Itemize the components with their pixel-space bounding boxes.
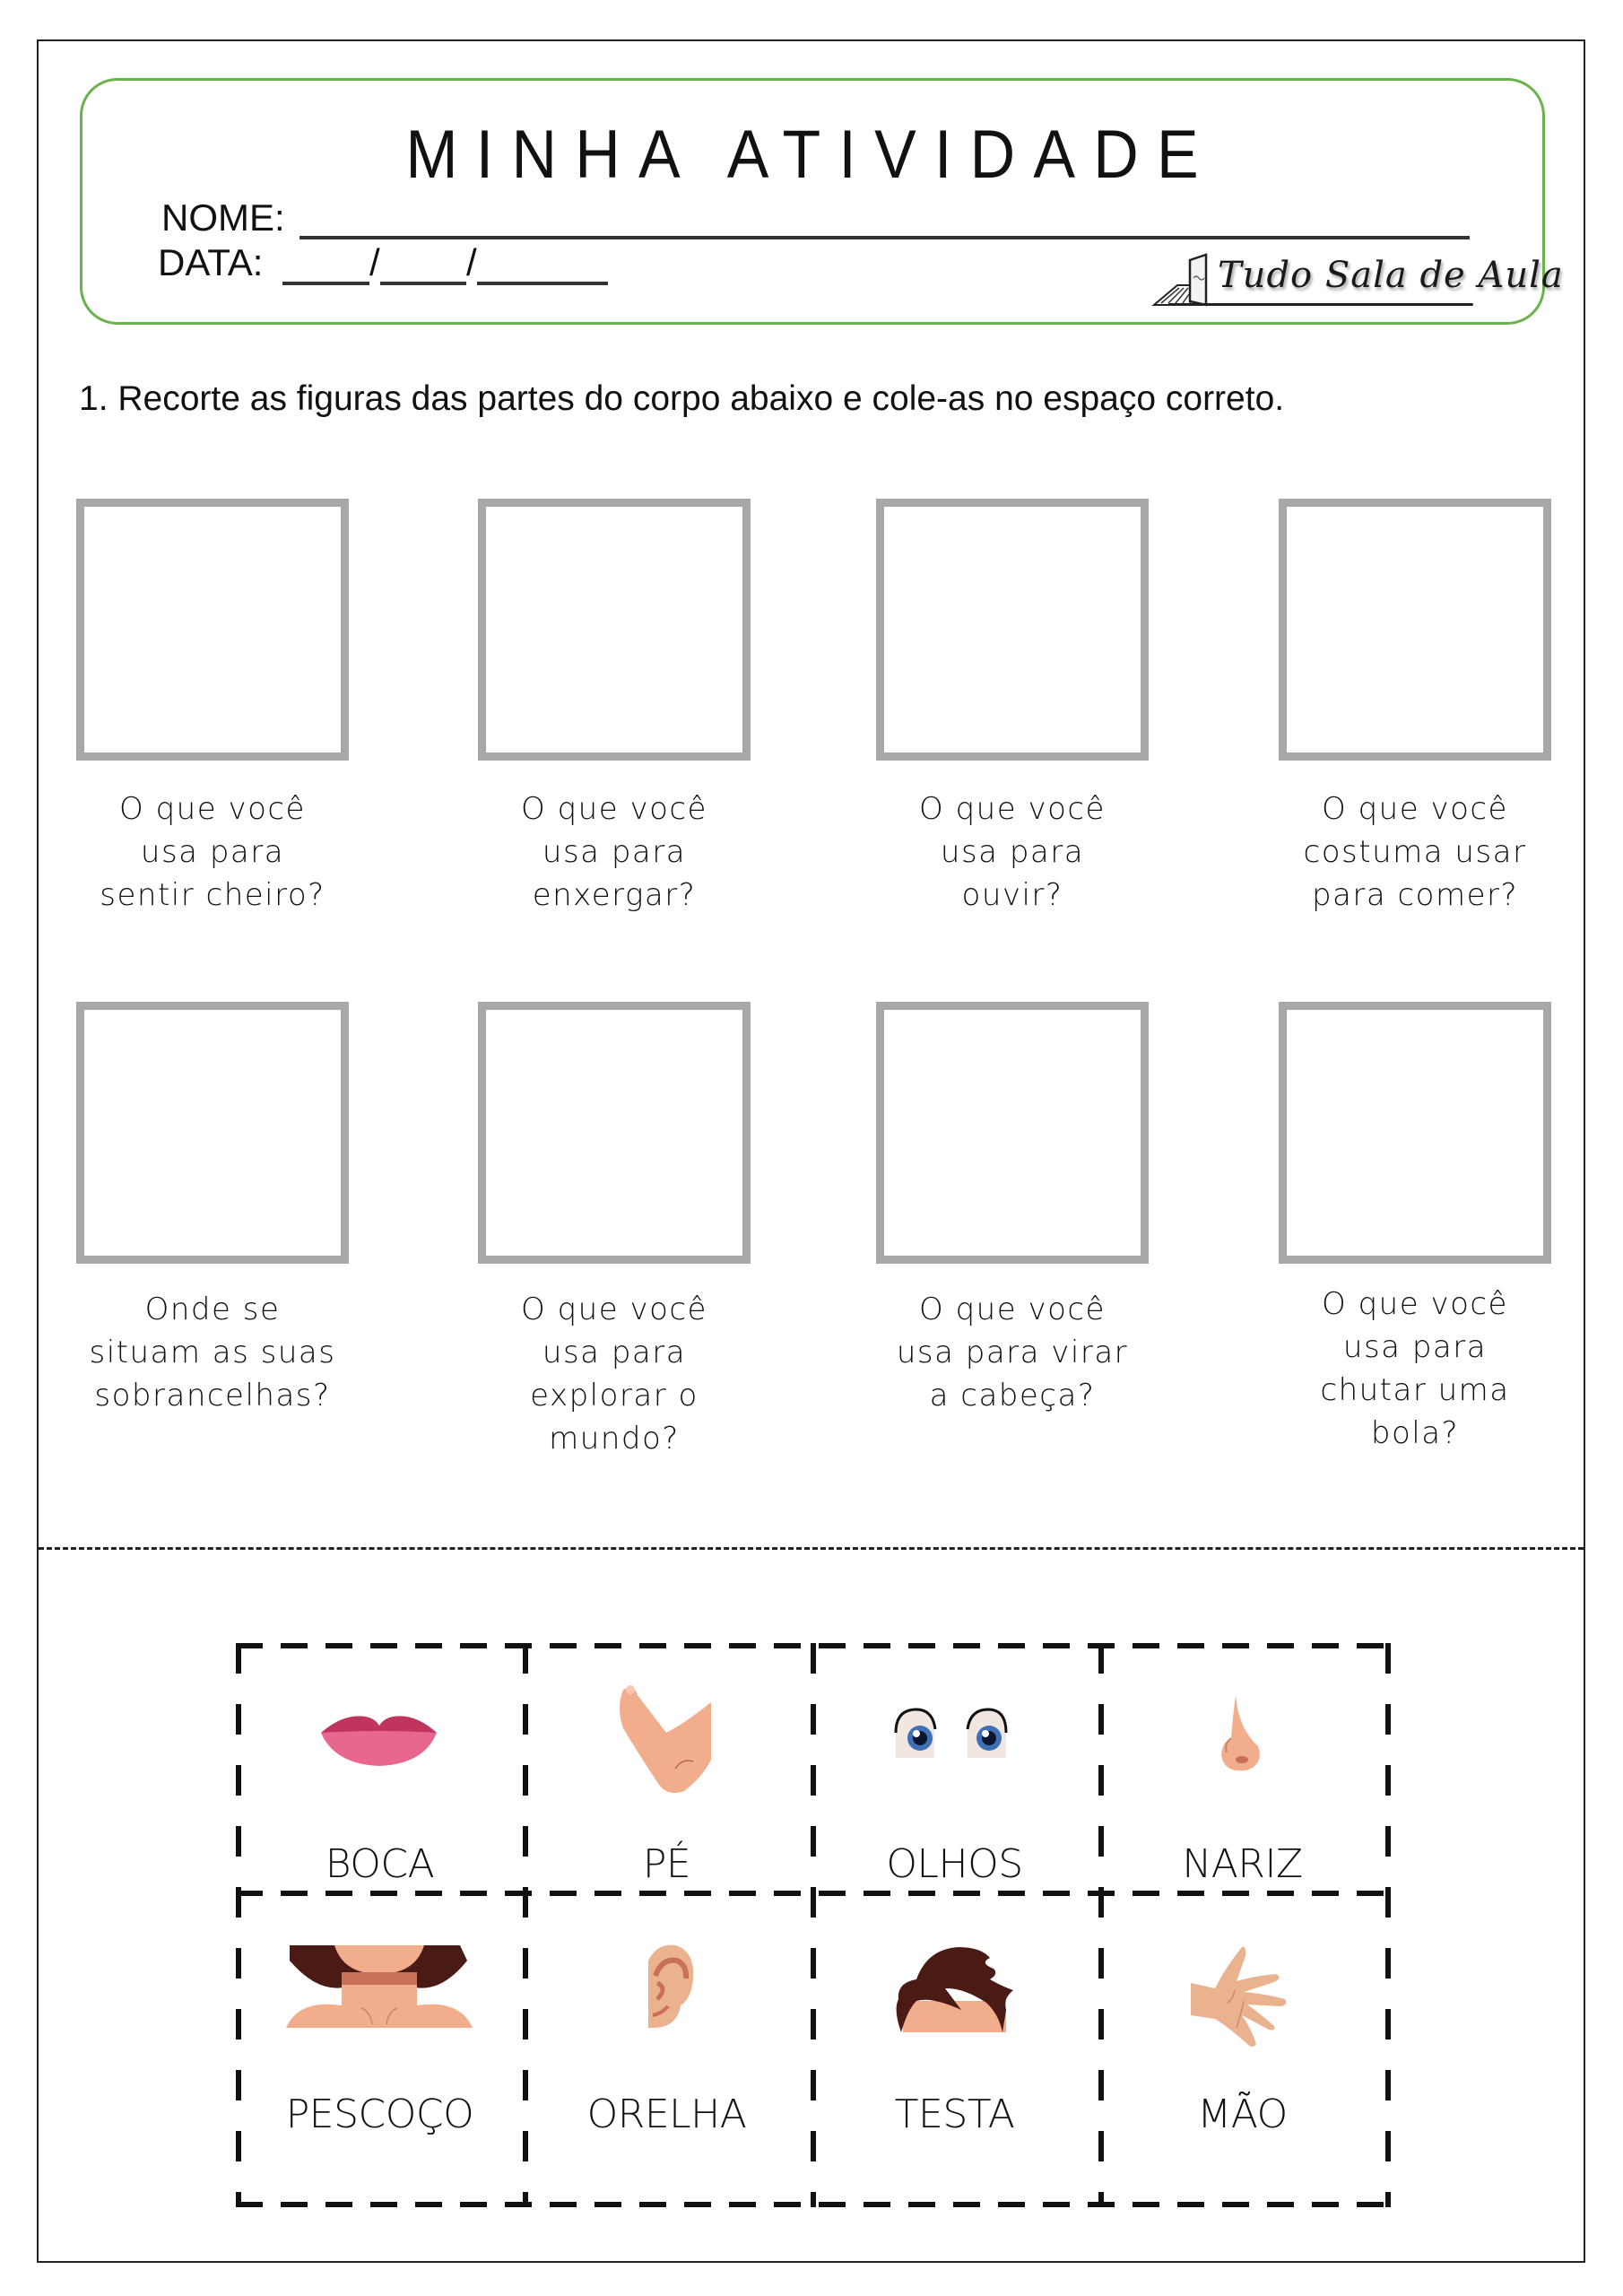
cutout-card-pe[interactable] <box>523 1643 811 1893</box>
cutout-label: BOCA <box>325 1841 435 1887</box>
cut-line <box>39 1547 1584 1550</box>
paste-box-turn-head[interactable] <box>876 1002 1149 1264</box>
cutout-card-pescoco[interactable] <box>236 1893 524 2144</box>
page-title-text: MINHA ATIVIDADE <box>405 117 1218 193</box>
caption-line: sobrancelhas? <box>94 1378 331 1413</box>
cutout-label: OLHOS <box>886 1841 1023 1887</box>
caption-line: O que você <box>521 1292 707 1327</box>
caption-line: usa para <box>1342 1329 1488 1365</box>
caption-line: usa para <box>940 834 1085 870</box>
date-separator: / <box>466 241 477 283</box>
paste-box-hear[interactable] <box>876 499 1149 761</box>
date-label: DATA: <box>158 241 264 283</box>
caption-line: ouvir? <box>961 877 1063 913</box>
date-year-field[interactable] <box>477 282 608 285</box>
caption-line: usa para <box>542 1335 687 1370</box>
question-caption <box>851 1288 1174 1417</box>
date-separator: / <box>369 241 380 283</box>
caption-line: O que você <box>1322 1286 1508 1322</box>
cutout-card-orelha[interactable] <box>523 1893 811 2144</box>
date-month-field[interactable] <box>380 282 466 285</box>
cutout-card-testa[interactable] <box>811 1893 1098 2144</box>
caption-line: usa para virar <box>896 1335 1129 1370</box>
caption-line: O que você <box>919 1292 1106 1327</box>
cutout-label: NARIZ <box>1182 1841 1303 1887</box>
caption-line: a cabeça? <box>929 1378 1096 1413</box>
question-caption <box>51 787 374 917</box>
question-caption <box>1254 787 1576 917</box>
logo-text: Tudo Sala de Aula <box>1218 255 1564 296</box>
caption-line: O que você <box>119 791 306 827</box>
caption-line: sentir cheiro? <box>100 877 325 913</box>
caption-line: O que você <box>521 791 707 827</box>
logo-underline <box>1168 303 1473 306</box>
eyes-icon <box>811 1643 1098 1831</box>
question-caption <box>1254 1283 1576 1455</box>
cutout-card-mao[interactable] <box>1098 1893 1386 2144</box>
book-icon <box>1150 251 1218 309</box>
caption-line: chutar uma <box>1320 1372 1510 1408</box>
cutout-card-nariz[interactable] <box>1098 1643 1386 1893</box>
caption-line: O que você <box>1322 791 1508 827</box>
paste-box-explore[interactable] <box>478 1002 751 1264</box>
cutout-label: ORELHA <box>586 2092 747 2137</box>
hand-icon <box>1098 1893 1386 2082</box>
cutout-card-olhos[interactable] <box>811 1643 1098 1893</box>
nose-icon <box>1098 1643 1386 1831</box>
caption-line: para comer? <box>1311 877 1519 913</box>
neck-icon <box>236 1893 524 2082</box>
caption-line: costuma usar <box>1303 834 1527 870</box>
cutout-label: MÃO <box>1197 2092 1288 2137</box>
ear-icon <box>523 1893 811 2082</box>
question-caption <box>453 787 776 917</box>
forehead-icon <box>811 1893 1098 2082</box>
question-caption <box>851 787 1174 917</box>
caption-line: enxergar? <box>532 877 697 913</box>
date-day-field[interactable] <box>282 282 369 285</box>
paste-box-eyebrows[interactable] <box>76 1002 349 1264</box>
name-field[interactable] <box>299 236 1470 239</box>
paste-box-see[interactable] <box>478 499 751 761</box>
paste-box-eat[interactable] <box>1279 499 1551 761</box>
lips-icon <box>236 1643 524 1831</box>
cutout-label: TESTA <box>894 2092 1015 2137</box>
paste-box-smell[interactable] <box>76 499 349 761</box>
caption-line: usa para <box>542 834 687 870</box>
cutout-label: PESCOÇO <box>285 2092 474 2137</box>
caption-line: O que você <box>919 791 1106 827</box>
caption-line: mundo? <box>549 1421 680 1457</box>
caption-line: explorar o <box>530 1378 699 1413</box>
caption-line: situam as suas <box>89 1335 336 1370</box>
paste-box-kick[interactable] <box>1279 1002 1551 1264</box>
instruction-text: 1. Recorte as figuras das partes do corpo abaixo e cole-as no espaço correto. <box>79 379 1285 418</box>
brand-logo <box>1150 251 1564 309</box>
foot-icon <box>523 1643 811 1831</box>
caption-line: bola? <box>1370 1415 1460 1451</box>
page-title <box>0 115 1623 196</box>
question-caption <box>51 1288 374 1417</box>
cutout-card-boca[interactable] <box>236 1643 524 1893</box>
name-label: NOME: <box>161 196 285 239</box>
caption-line: Onde se <box>144 1292 281 1327</box>
cutout-grid <box>236 1643 1387 2207</box>
caption-line: usa para <box>140 834 285 870</box>
question-caption <box>453 1288 776 1460</box>
cutout-label: PÉ <box>642 1841 691 1887</box>
